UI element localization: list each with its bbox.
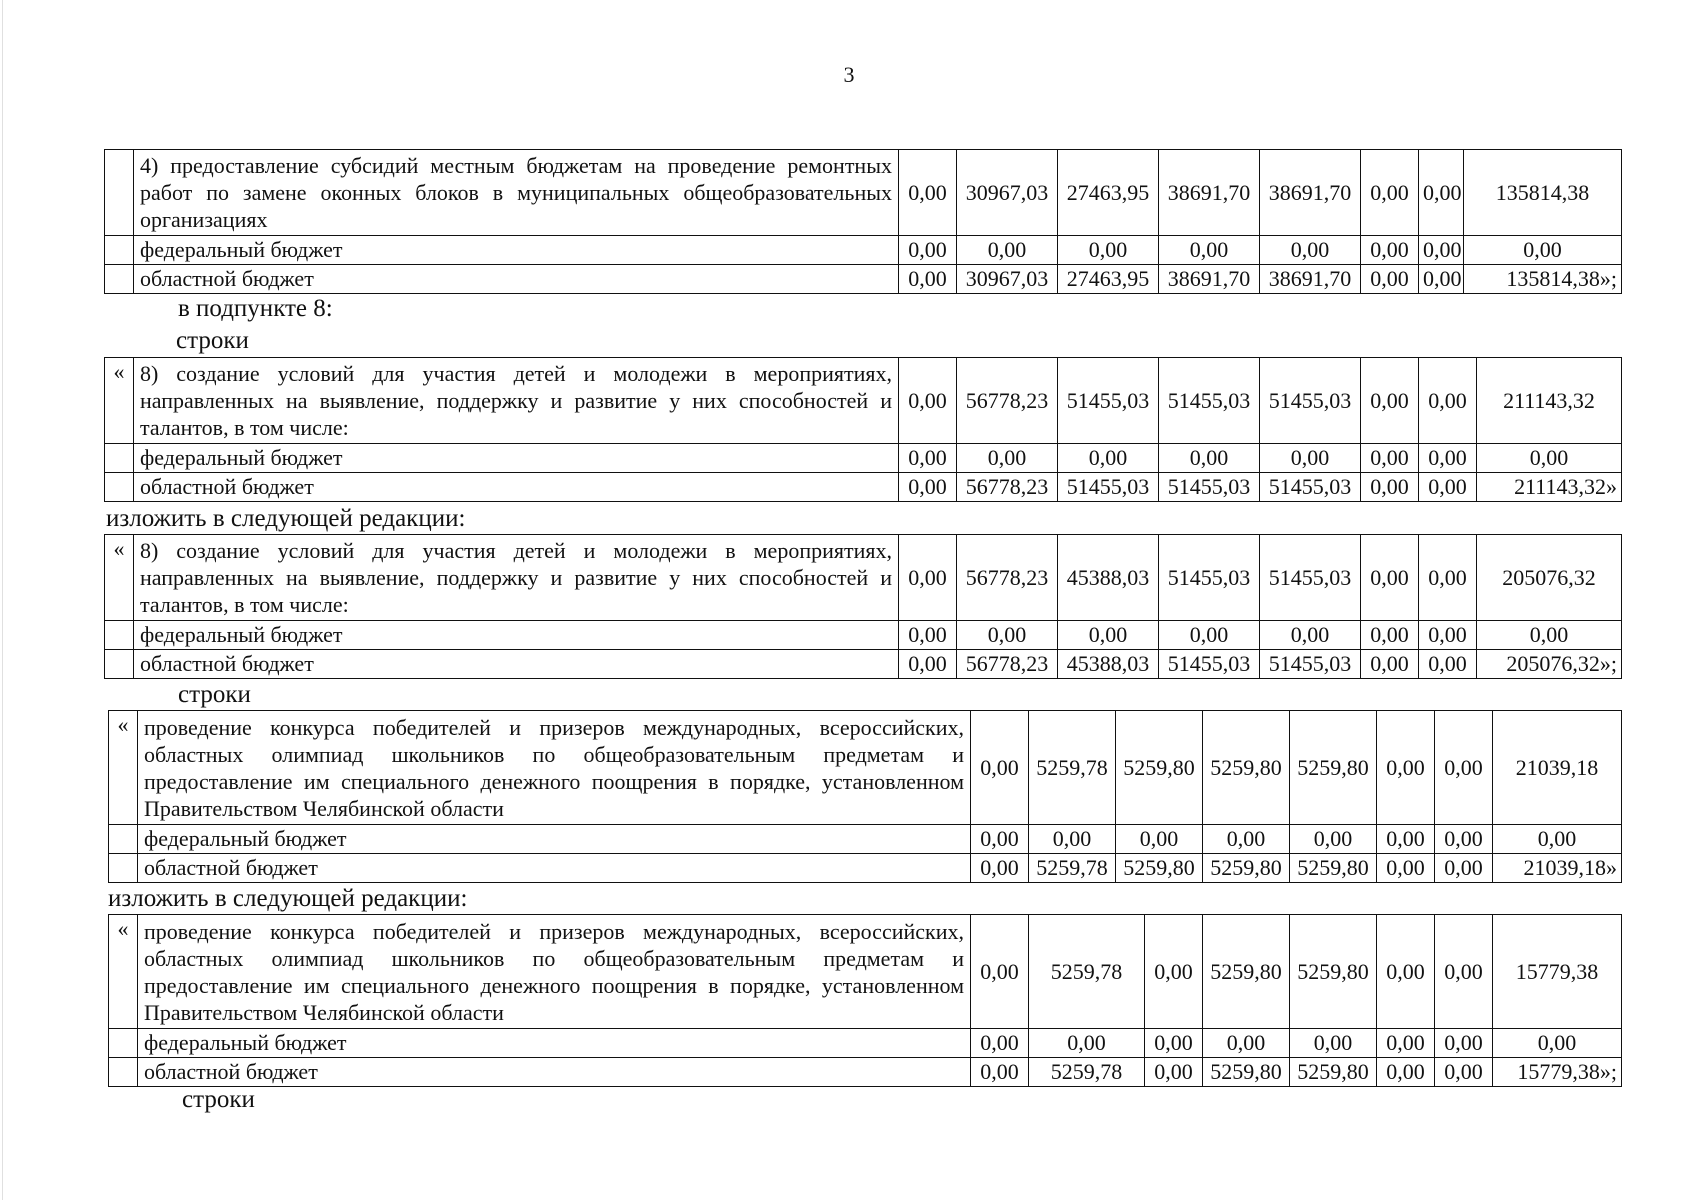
cell-value: 5259,80 [1290,854,1377,883]
cell-value: 0,00 [1419,621,1477,650]
cell-value: 0,00 [1058,444,1159,473]
cell-value: 38691,70 [1159,150,1260,236]
table-row-main [105,358,1622,444]
cell-value: 0,00 [971,711,1029,825]
row-title: 8) создание условий для участия детей и молодежи в мероприятиях, направленных на выявление, поддержку и развитие у них способностей и талантов, в том числе: [134,535,899,621]
cell-value: 0,00 [957,444,1058,473]
table-row-federal [109,1029,1622,1058]
row-label-regional: областной бюджет [138,854,971,883]
cell-value: 5259,78 [1029,1058,1145,1087]
cell-value: 0,00 [1377,915,1435,1029]
cell-value: 56778,23 [957,358,1058,444]
row-label-regional: областной бюджет [134,473,899,502]
row-title: 8) создание условий для участия детей и молодежи в мероприятиях, направленных на выявление, поддержку и развитие у них способностей и талантов, в том числе: [134,358,899,444]
cell-value: 0,00 [899,358,957,444]
table-row-regional [109,1058,1622,1087]
cell-total: 205076,32»; [1477,650,1622,679]
cell-value: 5259,80 [1290,711,1377,825]
cell-value: 45388,03 [1058,650,1159,679]
open-quote: « [105,358,134,444]
cell-value: 0,00 [1419,473,1477,502]
cell-value: 0,00 [1290,1029,1377,1058]
cell-value: 0,00 [1159,621,1260,650]
cell-value: 5259,80 [1116,711,1203,825]
cell-value: 0,00 [1377,1058,1435,1087]
cell-total: 15779,38 [1493,915,1622,1029]
cell-value: 0,00 [1361,358,1419,444]
cell-total: 0,00 [1493,1029,1622,1058]
cell-total: 0,00 [1477,621,1622,650]
paragraph-rows: строки [176,327,249,354]
cell-value: 0,00 [1159,236,1260,265]
cell-value: 0,00 [1377,854,1435,883]
cell-value: 51455,03 [1260,650,1361,679]
cell-value: 5259,78 [1029,711,1116,825]
cell-value: 0,00 [1145,1058,1203,1087]
cell-value: 0,00 [971,825,1029,854]
cell-value: 0,00 [1435,1058,1493,1087]
cell-value: 0,00 [1435,854,1493,883]
open-quote: « [105,535,134,621]
cell-value: 0,00 [1029,1029,1145,1058]
cell-value: 51455,03 [1159,473,1260,502]
cell-value: 27463,95 [1058,265,1159,294]
table-row-regional [105,650,1622,679]
cell-value: 5259,80 [1203,854,1290,883]
cell-value: 0,00 [957,236,1058,265]
cell-total: 205076,32 [1477,535,1622,621]
cell-value: 0,00 [899,236,957,265]
table-row-regional [105,473,1622,502]
cell-value: 0,00 [1058,621,1159,650]
cell-value: 0,00 [1419,358,1477,444]
row-label-regional: областной бюджет [138,1058,971,1087]
table-row-main [105,150,1622,236]
empty-cell [105,473,134,502]
cell-value: 0,00 [971,1029,1029,1058]
cell-value: 0,00 [1145,915,1203,1029]
cell-value: 56778,23 [957,650,1058,679]
cell-total: 21039,18» [1493,854,1622,883]
cell-total: 0,00 [1464,236,1622,265]
cell-value: 0,00 [899,535,957,621]
empty-cell [109,854,138,883]
paragraph-rows: строки [178,681,251,708]
cell-total: 135814,38 [1464,150,1622,236]
cell-value: 51455,03 [1159,650,1260,679]
cell-value: 0,00 [1361,265,1419,294]
table-olympiad-original [108,710,1622,883]
cell-value: 0,00 [1260,444,1361,473]
cell-value: 0,00 [1361,650,1419,679]
table-olympiad-new [108,914,1622,1087]
cell-value: 0,00 [899,150,957,236]
cell-total: 21039,18 [1493,711,1622,825]
cell-value: 0,00 [1419,650,1477,679]
cell-value: 0,00 [971,854,1029,883]
table-row-regional [109,854,1622,883]
cell-value: 0,00 [1145,1029,1203,1058]
row-title: 4) предоставление субсидий местным бюджетам на проведение ремонтных работ по замене оконных блоков в муниципальных общеобразовательных организациях [134,150,899,236]
cell-value: 0,00 [971,1058,1029,1087]
cell-value: 0,00 [899,265,957,294]
row-label-regional: областной бюджет [134,650,899,679]
cell-value: 0,00 [1361,444,1419,473]
cell-value: 0,00 [1260,236,1361,265]
row-title: проведение конкурса победителей и призеров международных, всероссийских, областных олимпиад школьников по общеобразовательным предметам и предоставление им специального денежного поощрения в порядке, установленном Правительством Челябинской области [138,915,971,1029]
cell-value: 5259,80 [1203,915,1290,1029]
cell-value: 0,00 [971,915,1029,1029]
cell-value: 51455,03 [1159,358,1260,444]
table-row-federal [109,825,1622,854]
cell-value: 0,00 [1361,535,1419,621]
cell-value: 5259,78 [1029,854,1116,883]
cell-value: 0,00 [899,444,957,473]
cell-value: 0,00 [1260,621,1361,650]
cell-value: 0,00 [899,621,957,650]
cell-total: 135814,38»; [1464,265,1622,294]
cell-value: 30967,03 [957,150,1058,236]
row-label-regional: областной бюджет [134,265,899,294]
empty-cell [105,236,134,265]
cell-value: 51455,03 [1159,535,1260,621]
table-row-federal [105,444,1622,473]
cell-value: 5259,78 [1029,915,1145,1029]
cell-value: 51455,03 [1058,473,1159,502]
cell-value: 0,00 [1361,473,1419,502]
cell-value: 38691,70 [1260,265,1361,294]
cell-value: 5259,80 [1203,711,1290,825]
cell-value: 38691,70 [1260,150,1361,236]
open-quote: « [109,711,138,825]
cell-value: 0,00 [1377,711,1435,825]
empty-cell [109,825,138,854]
cell-value: 51455,03 [1058,358,1159,444]
cell-value: 5259,80 [1290,1058,1377,1087]
cell-value: 27463,95 [1058,150,1159,236]
table-row-regional [105,265,1622,294]
cell-value: 0,00 [1159,444,1260,473]
table-window-blocks-subsidies [104,149,1622,294]
cell-value: 0,00 [1377,825,1435,854]
cell-value: 0,00 [1203,825,1290,854]
row-label-federal: федеральный бюджет [134,621,899,650]
cell-value: 0,00 [1361,236,1419,265]
empty-cell [109,1029,138,1058]
cell-value: 0,00 [899,473,957,502]
table-row-main [105,535,1622,621]
empty-cell [105,444,134,473]
cell-value: 0,00 [1435,1029,1493,1058]
row-label-federal: федеральный бюджет [134,236,899,265]
cell-value: 0,00 [1116,825,1203,854]
cell-value: 56778,23 [957,473,1058,502]
cell-total: 0,00 [1493,825,1622,854]
cell-value: 51455,03 [1260,535,1361,621]
row-label-federal: федеральный бюджет [138,825,971,854]
cell-value: 0,00 [1058,236,1159,265]
row-label-federal: федеральный бюджет [138,1029,971,1058]
cell-value: 5259,80 [1290,915,1377,1029]
cell-value: 30967,03 [957,265,1058,294]
cell-value: 5259,80 [1116,854,1203,883]
cell-value: 0,00 [1419,535,1477,621]
page-number: 3 [843,62,855,87]
table-row-main [109,711,1622,825]
empty-cell [105,621,134,650]
cell-total: 211143,32 [1477,358,1622,444]
cell-value: 0,00 [899,650,957,679]
cell-value: 0,00 [1435,711,1493,825]
paragraph-edit-instruction: изложить в следующей редакции: [106,505,466,532]
cell-value: 56778,23 [957,535,1058,621]
empty-cell [105,265,134,294]
cell-total: 0,00 [1477,444,1622,473]
open-quote: « [109,915,138,1029]
row-label-federal: федеральный бюджет [134,444,899,473]
row-title: проведение конкурса победителей и призеров международных, всероссийских, областных олимпиад школьников по общеобразовательным предметам и предоставление им специального денежного поощрения в порядке, установленном Правительством Челябинской области [138,711,971,825]
cell-value: 38691,70 [1159,265,1260,294]
cell-value: 0,00 [1361,621,1419,650]
table-row-federal [105,621,1622,650]
paragraph-rows: строки [182,1086,255,1113]
cell-value: 0,00 [1419,150,1464,236]
cell-value: 0,00 [1419,444,1477,473]
cell-value: 0,00 [1435,825,1493,854]
page-edge [2,0,3,1200]
empty-cell [109,1058,138,1087]
cell-value: 0,00 [1419,265,1464,294]
table-row-federal [105,236,1622,265]
cell-value: 0,00 [1290,825,1377,854]
cell-value: 0,00 [1029,825,1116,854]
cell-total: 15779,38»; [1493,1058,1622,1087]
cell-value: 0,00 [1435,915,1493,1029]
table-row-main [109,915,1622,1029]
cell-value: 0,00 [1361,150,1419,236]
open-quote [105,150,134,236]
cell-value: 5259,80 [1203,1058,1290,1087]
cell-value: 0,00 [1419,236,1464,265]
cell-value: 45388,03 [1058,535,1159,621]
table-item-8-original [104,357,1622,502]
cell-total: 211143,32» [1477,473,1622,502]
cell-value: 0,00 [1203,1029,1290,1058]
paragraph-edit-instruction: изложить в следующей редакции: [108,885,468,912]
cell-value: 51455,03 [1260,358,1361,444]
cell-value: 51455,03 [1260,473,1361,502]
cell-value: 0,00 [1377,1029,1435,1058]
paragraph-subitem-8: в подпункте 8: [178,295,333,322]
empty-cell [105,650,134,679]
table-item-8-new [104,534,1622,679]
cell-value: 0,00 [957,621,1058,650]
